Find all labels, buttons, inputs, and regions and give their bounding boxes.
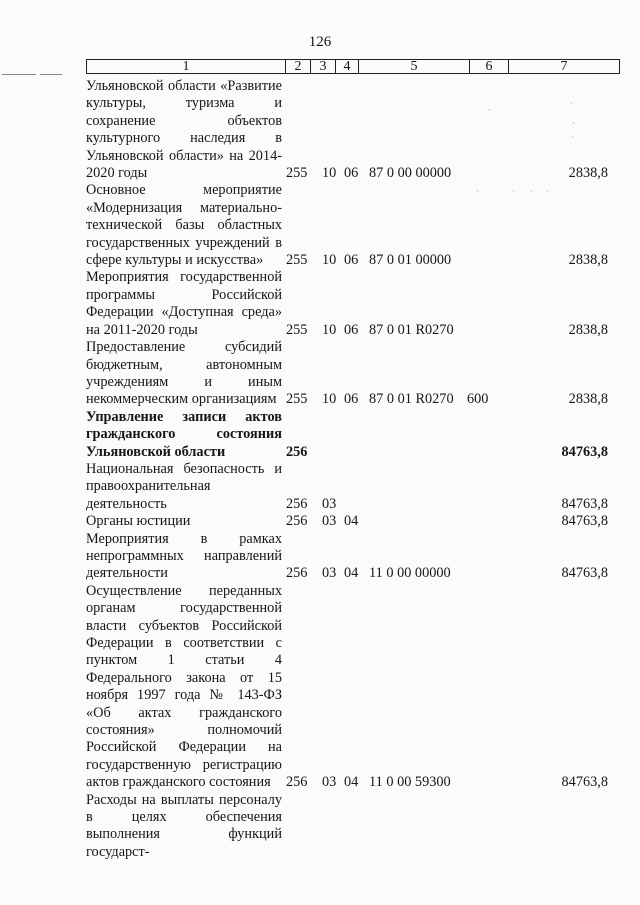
row-code-section: 10 (322, 165, 337, 182)
header-col-6: 6 (470, 60, 509, 74)
row-amount: 2838,8 (568, 252, 608, 269)
row-description: Управление записи актов гражданского состояния Ульяновской области (86, 408, 282, 460)
row-code-admin: 256 (286, 565, 308, 582)
table-row (86, 792, 626, 862)
header-col-7: 7 (509, 60, 620, 74)
scan-speck: · (476, 186, 479, 196)
table-row (86, 461, 626, 513)
scan-speck: · (570, 98, 573, 108)
table-body (86, 78, 626, 861)
table-row (86, 78, 626, 182)
table-row (86, 269, 626, 339)
row-code-subsection: 06 (344, 252, 359, 269)
row-code-target: 87 0 01 R0270 (369, 321, 454, 338)
header-col-5: 5 (359, 60, 470, 74)
row-description: Органы юстиции (86, 513, 191, 530)
row-description: Национальная безопасность и правоохранительная деятельность (86, 460, 282, 512)
row-code-subsection: 06 (344, 165, 359, 182)
table-row (86, 182, 626, 269)
row-amount: 84763,8 (561, 565, 608, 582)
row-code-admin: 256 (286, 495, 308, 512)
row-description: Ульяновской области «Развитие культуры, туризма и сохранение объектов культурного наследия в Ульяновской области» на 2014-2020 годы (86, 78, 282, 182)
row-code-subsection: 06 (344, 391, 359, 408)
row-amount: 84763,8 (561, 495, 608, 512)
row-code-admin: 255 (286, 321, 308, 338)
row-code-subsection: 04 (344, 774, 359, 791)
row-code-subsection: 04 (344, 565, 359, 582)
row-amount: 84763,8 (561, 774, 608, 791)
header-col-2: 2 (286, 60, 311, 74)
row-code-section: 03 (322, 513, 337, 530)
row-description: Предоставление субсидий бюджетным, автономным учреждениям и иным некоммерческим организациям (86, 339, 282, 408)
row-code-section: 03 (322, 495, 337, 512)
row-code-section: 03 (322, 774, 337, 791)
row-amount: 84763,8 (561, 513, 608, 530)
row-code-target: 87 0 01 R0270 (369, 391, 454, 408)
scan-speck: · (546, 186, 549, 196)
scan-speck: · (530, 186, 533, 196)
table-row (86, 339, 626, 409)
row-code-expense: 600 (467, 391, 489, 408)
scan-speck: · (512, 186, 515, 196)
row-code-target: 11 0 00 00000 (369, 565, 451, 582)
scan-speck: · (571, 132, 574, 142)
row-amount: 2838,8 (568, 165, 608, 182)
header-col-3: 3 (311, 60, 336, 74)
row-code-section: 10 (322, 252, 337, 269)
row-description: Мероприятия в рамках непрограммных направлений деятельности (86, 530, 282, 582)
header-col-1: 1 (87, 60, 286, 74)
row-code-subsection: 06 (344, 321, 359, 338)
scan-speck: · (572, 118, 575, 128)
table-row (86, 409, 626, 461)
scan-speck: · (488, 105, 491, 115)
table-row (86, 583, 626, 792)
row-description: Основное мероприятие «Модернизация материально-технической базы областных государственных учреждений в сфере культуры и искусства» (86, 182, 282, 269)
table-header (86, 59, 620, 74)
scan-artifact-line (40, 74, 62, 75)
row-code-target: 11 0 00 59300 (369, 774, 451, 791)
row-code-admin: 256 (286, 774, 308, 791)
row-code-admin: 256 (286, 513, 308, 530)
table-row (86, 513, 626, 530)
row-code-target: 87 0 01 00000 (369, 252, 452, 269)
scan-artifact-line (2, 74, 36, 75)
header-col-4: 4 (336, 60, 359, 74)
row-amount: 2838,8 (568, 391, 608, 408)
row-code-admin: 256 (286, 443, 308, 460)
row-description: Расходы на выплаты персоналу в целях обеспечения выполнения функций государст- (86, 791, 282, 860)
row-description: Осуществление переданных органам государственной власти субъектов Российской Федерации в соответствии с пунктом 1 статьи 4 Федерального закона от 15 ноября 1997 года № 143-ФЗ «Об актах гражданского состояния» полномочий Российской Федерации на государственную регистрацию актов гражданского состояния (86, 582, 282, 791)
row-code-admin: 255 (286, 165, 308, 182)
row-code-admin: 255 (286, 252, 308, 269)
row-amount: 84763,8 (561, 443, 608, 460)
row-code-subsection: 04 (344, 513, 359, 530)
row-code-admin: 255 (286, 391, 308, 408)
page-number: 126 (308, 34, 332, 50)
row-code-section: 10 (322, 321, 337, 338)
row-amount: 2838,8 (568, 321, 608, 338)
row-code-section: 10 (322, 391, 337, 408)
table-row (86, 531, 626, 583)
row-description: Мероприятия государственной программы Российской Федерации «Доступная среда» на 2011-2020 годы (86, 269, 282, 338)
row-code-section: 03 (322, 565, 337, 582)
row-code-target: 87 0 00 00000 (369, 165, 452, 182)
